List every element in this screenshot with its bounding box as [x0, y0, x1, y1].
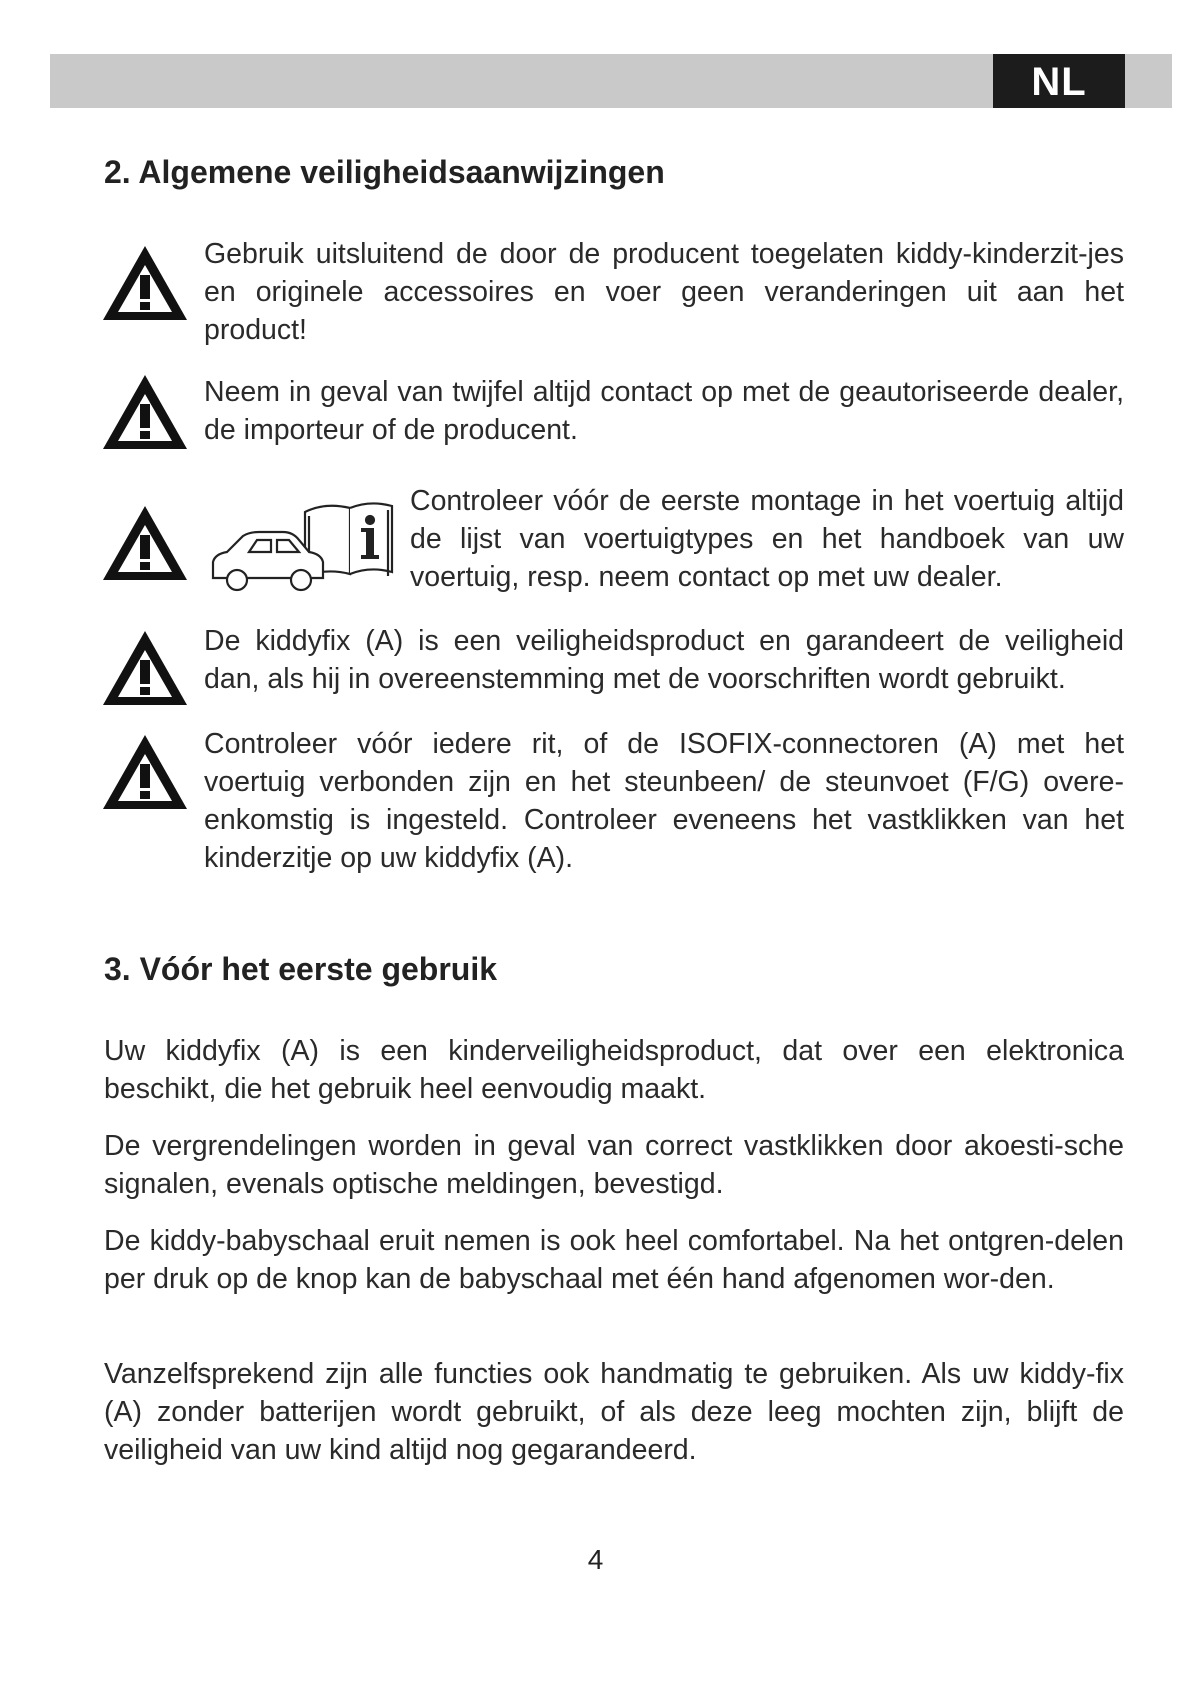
section-2-title: 2. Algemene veiligheidsaanwijzingen — [104, 154, 665, 190]
paragraph: De kiddy-babyschaal eruit nemen is ook heel comfortabel. Na het ontgren-delen per druk op de knop kan de babyschaal met één hand afgenomen wor-den. — [104, 1225, 1124, 1295]
section-3-title: 3. Vóór het eerste gebruik — [104, 951, 498, 987]
warning-icon — [100, 243, 190, 323]
car-manual-icon — [205, 492, 395, 592]
warning-icon — [100, 628, 190, 708]
warning-text-3: Controleer vóór de eerste montage in het voertuig altijd de lijst van voertuigtypes en het handboek van uw voertuig, resp. neem contact op met uw dealer. — [410, 485, 1124, 593]
paragraph: Uw kiddyfix (A) is een kinderveiligheidsproduct, dat over een elektronica beschikt, die het gebruik heel eenvoudig maakt. — [104, 1035, 1124, 1105]
language-badge: NL — [993, 54, 1125, 108]
paragraph: Vanzelfsprekend zijn alle functies ook handmatig te gebruiken. Als uw kiddy-fix (A) zonder batterijen wordt gebruikt, of als deze leeg mochten zijn, blijft de veiligheid van uw kind altijd nog gegarandeerd. — [104, 1358, 1124, 1466]
warning-icon — [100, 372, 190, 452]
paragraph: De vergrendelingen worden in geval van correct vastklikken door akoesti-sche signalen, evenals optische meldingen, bevestigd. — [104, 1130, 1124, 1200]
warning-text-2: Neem in geval van twijfel altijd contact op met de geautoriseerde dealer, de importeur of de producent. — [204, 376, 1124, 446]
warning-text-5: Controleer vóór iedere rit, of de ISOFIX-connectoren (A) met het voertuig verbonden zijn en het steunbeen/ de steunvoet (F/G) overe-enkomstig is ingesteld. Controleer eveneens het vastklikken van het kinderzitje op uw kiddyfix (A). — [204, 728, 1124, 874]
warning-icon — [100, 503, 190, 583]
warning-text-1: Gebruik uitsluitend de door de producent toegelaten kiddy-kinderzit-jes en originele accessoires en voer geen veranderingen uit aan het product! — [204, 238, 1124, 346]
warning-text-4: De kiddyfix (A) is een veiligheidsproduct en garandeert de veiligheid dan, als hij in overeenstemming met de voorschriften wordt gebruikt. — [204, 625, 1124, 695]
page-number: 4 — [587, 1544, 604, 1575]
warning-icon — [100, 732, 190, 812]
